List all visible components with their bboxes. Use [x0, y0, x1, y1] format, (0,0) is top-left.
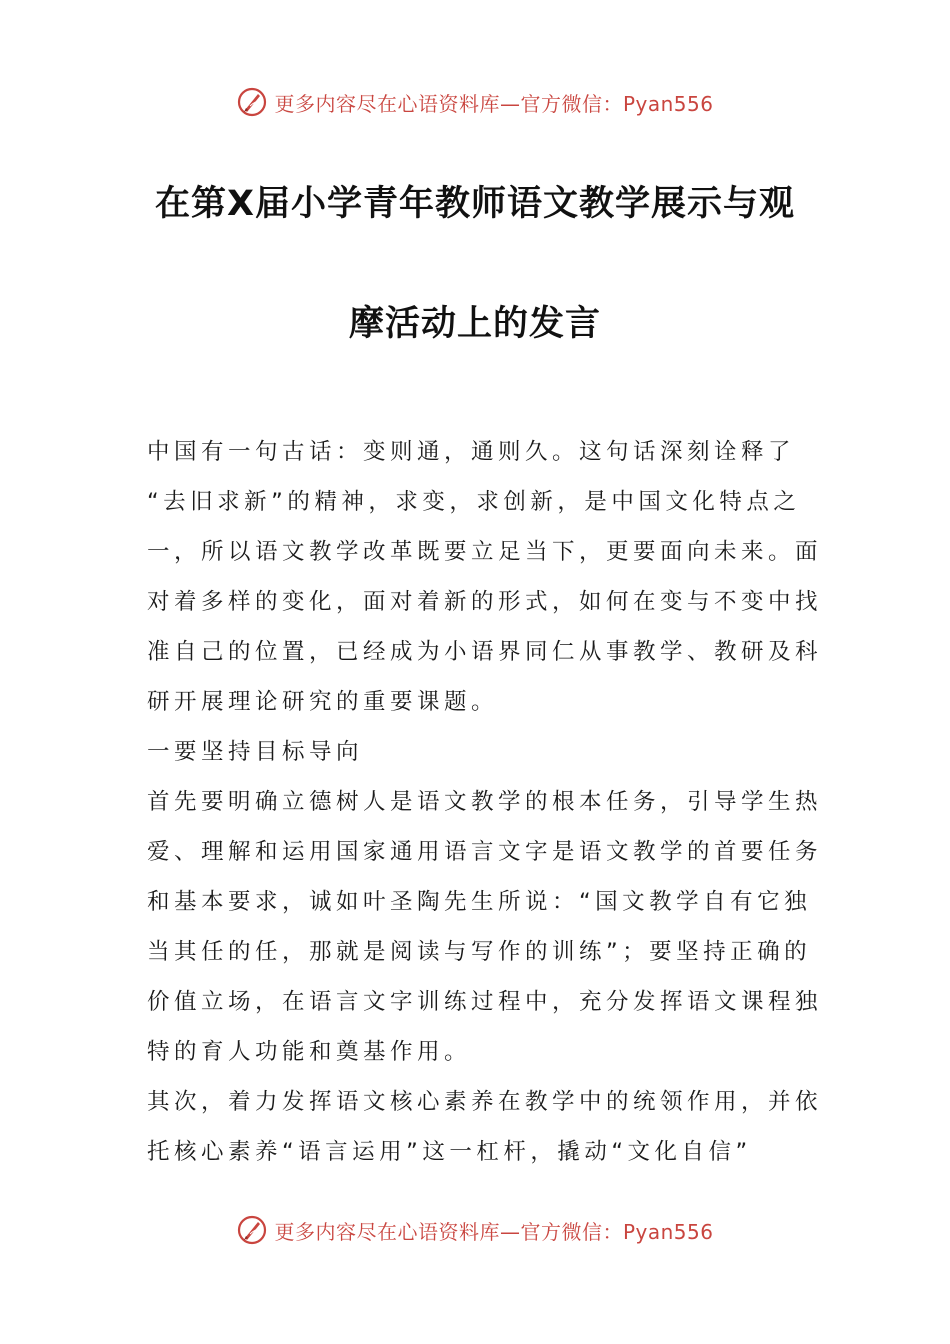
- body-line: 一，所以语文教学改革既要立足当下，更要面向未来。面: [147, 539, 823, 565]
- body-line: 托核心素养“语言运用”这一杠杆，撬动“文化自信”: [147, 1139, 752, 1165]
- document-body: [147, 427, 823, 1177]
- footer-banner: [0, 1210, 950, 1250]
- header-banner: [0, 82, 950, 122]
- quill-logo-icon: [236, 86, 268, 118]
- quill-logo-icon: [236, 1214, 268, 1246]
- body-line: 中国有一句古话：变则通，通则久。这句话深刻诠释了: [147, 439, 796, 465]
- section-heading: 一要坚持目标导向: [147, 739, 364, 765]
- body-line: 和基本要求，诚如叶圣陶先生所说：“国文教学自有它独: [147, 889, 812, 915]
- body-line: 研开展理论研究的重要课题。: [147, 689, 499, 715]
- footer-banner-text: 更多内容尽在心语资料库—官方微信：Pyan556: [274, 1219, 714, 1244]
- document-title-line-1: 在第X届小学青年教师语文教学展示与观: [155, 184, 795, 224]
- body-line: 当其任的任，那就是阅读与写作的训练”；要坚持正确的: [147, 939, 812, 965]
- body-line: 首先要明确立德树人是语文教学的根本任务，引导学生热: [147, 789, 823, 815]
- body-line: 特的育人功能和奠基作用。: [147, 1039, 472, 1065]
- body-line: 准自己的位置，已经成为小语界同仁从事教学、教研及科: [147, 639, 823, 665]
- body-line: 其次，着力发挥语文核心素养在教学中的统领作用，并依: [147, 1089, 823, 1115]
- body-line: 爱、理解和运用国家通用语言文字是语文教学的首要任务: [147, 839, 823, 865]
- body-line: “去旧求新”的精神，求变，求创新，是中国文化特点之: [147, 489, 801, 515]
- document-title-line-2: 摩活动上的发言: [348, 304, 601, 344]
- header-banner-text: 更多内容尽在心语资料库—官方微信：Pyan556: [274, 91, 714, 116]
- body-line: 价值立场，在语言文字训练过程中，充分发挥语文课程独: [147, 989, 823, 1015]
- body-line: 对着多样的变化，面对着新的形式，如何在变与不变中找: [147, 589, 823, 615]
